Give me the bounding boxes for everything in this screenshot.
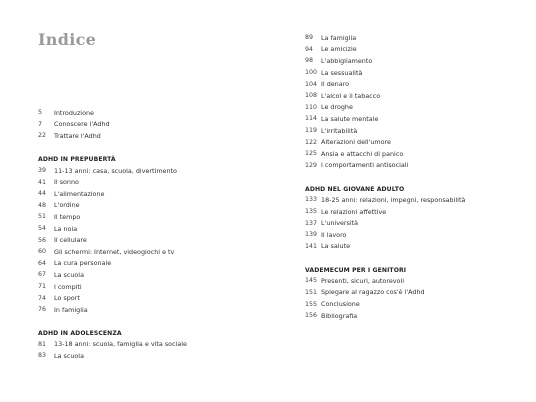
toc-entry-title: Ansia e attacchi di panico — [321, 149, 404, 158]
toc-entry-title: Il sonno — [54, 178, 79, 187]
toc-entry-title: L'alcol e il tabacco — [321, 91, 381, 100]
toc-entry — [38, 165, 268, 177]
toc-page-number: 133 — [305, 196, 318, 204]
toc-page-number: 51 — [38, 213, 47, 221]
toc-page-number: 60 — [38, 248, 47, 256]
toc-page-number: 54 — [38, 225, 47, 233]
toc-page-number: 155 — [305, 300, 318, 308]
toc-page-number: 114 — [305, 115, 318, 123]
toc-entry-title: La cura personale — [54, 259, 112, 268]
toc-entry-title: La salute mentale — [321, 114, 379, 123]
toc-page-number: 41 — [38, 178, 47, 186]
toc-page-number: 48 — [38, 201, 47, 209]
toc-page-number: 145 — [305, 277, 318, 285]
toc-entry-title: I compiti — [54, 282, 82, 291]
toc-entry-title: Il denaro — [321, 80, 350, 89]
toc-entry-title: L'irritabilità — [321, 126, 358, 135]
toc-page-number: 83 — [38, 352, 47, 360]
toc-entry — [305, 102, 525, 114]
toc-entry-title: La famiglia — [321, 33, 357, 42]
toc-entry — [38, 130, 268, 142]
toc-entry-title: 13-18 anni: scuola, famiglia e vita sociale — [54, 340, 187, 349]
toc-entry — [305, 44, 525, 56]
toc-entry — [305, 287, 525, 299]
toc-entry — [305, 78, 525, 90]
toc-page-number: 110 — [305, 103, 318, 111]
toc-entry — [38, 223, 268, 235]
toc-entry-title: Le amicizie — [321, 45, 357, 54]
toc-page-number: 125 — [305, 150, 318, 158]
toc-page-number: 141 — [305, 242, 318, 250]
section-heading: VADEMECUM PER I GENITORI — [305, 266, 407, 274]
toc-entry-title: L'università — [321, 219, 359, 228]
toc-entry-title: Il lavoro — [321, 230, 347, 239]
section-spacer — [38, 142, 268, 152]
toc-entry-title: Le relazioni affettive — [321, 207, 387, 216]
toc-entry-title: Trattare l'Adhd — [54, 131, 101, 140]
toc-entry-title: La salute — [321, 242, 351, 251]
toc-entry — [38, 107, 268, 119]
toc-entry — [305, 148, 525, 160]
toc-page-number: 64 — [38, 259, 47, 267]
toc-page-number: 129 — [305, 161, 318, 169]
toc-entry-title: 18-25 anni: relazioni, impegni, responsabilità — [321, 195, 466, 204]
toc-entry-title: La sessualità — [321, 68, 363, 77]
toc-entry-title: L'abbigliamento — [321, 56, 373, 65]
toc-entry — [38, 350, 268, 362]
toc-entry-title: L'alimentazione — [54, 189, 105, 198]
toc-entry-title: Spiegare al ragazzo cos'è l'Adhd — [321, 288, 425, 297]
toc-page-number: 108 — [305, 92, 318, 100]
toc-page-number: 7 — [38, 120, 43, 128]
toc-entry-title: Lo sport — [54, 294, 80, 303]
toc-entry — [305, 275, 525, 287]
toc-entry — [305, 298, 525, 310]
toc-page-number: 76 — [38, 306, 47, 314]
toc-entry — [305, 32, 525, 44]
toc-entry — [305, 160, 525, 172]
toc-left-column — [38, 107, 268, 362]
toc-page-number: 119 — [305, 127, 318, 135]
toc-entry-title: Conoscere l'Adhd — [54, 120, 110, 129]
section-heading: ADHD IN PREPUBERTÀ — [38, 156, 116, 164]
toc-page-number: 139 — [305, 231, 318, 239]
toc-entry-title: In famiglia — [54, 305, 88, 314]
toc-entry — [38, 304, 268, 316]
toc-right-column — [305, 32, 525, 321]
toc-entry-title: Il tempo — [54, 212, 81, 221]
section-heading: ADHD NEL GIOVANE ADULTO — [305, 185, 405, 193]
toc-page-number: 135 — [305, 208, 318, 216]
toc-entry-title: La scuola — [54, 351, 85, 360]
toc-entry — [38, 119, 268, 131]
toc-page-number: 74 — [38, 294, 47, 302]
toc-entry-title: La scuola — [54, 270, 85, 279]
toc-entry — [38, 339, 268, 351]
toc-entry — [38, 269, 268, 281]
toc-page-number: 98 — [305, 57, 314, 65]
toc-page-number: 81 — [38, 340, 47, 348]
toc-entry-title: Le droghe — [321, 103, 353, 112]
toc-page-number: 56 — [38, 236, 47, 244]
toc-entry — [38, 292, 268, 304]
toc-entry — [38, 211, 268, 223]
toc-page-number: 94 — [305, 45, 314, 53]
toc-entry — [38, 258, 268, 270]
toc-entry — [38, 200, 268, 212]
toc-entry-title: Presenti, sicuri, autorevoli — [321, 276, 404, 285]
toc-page-number: 71 — [38, 283, 47, 291]
page-title: Indice — [38, 30, 97, 49]
toc-entry — [305, 55, 525, 67]
toc-page-number: 122 — [305, 138, 318, 146]
toc-entry-title: Conclusione — [321, 300, 360, 309]
toc-entry — [38, 176, 268, 188]
toc-page-number: 5 — [38, 109, 43, 117]
toc-page-number: 67 — [38, 271, 47, 279]
toc-entry — [38, 234, 268, 246]
toc-page-number: 44 — [38, 190, 47, 198]
toc-entry — [305, 310, 525, 322]
toc-entry-title: Gli schermi: Internet, videogiochi e tv — [54, 247, 175, 256]
toc-page-number: 104 — [305, 80, 318, 88]
toc-page-number: 137 — [305, 219, 318, 227]
toc-entry — [305, 206, 525, 218]
toc-entry — [38, 246, 268, 258]
toc-entry — [305, 125, 525, 137]
section-spacer — [305, 171, 525, 181]
toc-entry-title: 11-13 anni: casa, scuola, divertimento — [54, 166, 177, 175]
toc-entry — [305, 90, 525, 102]
section-spacer — [38, 316, 268, 326]
toc-entry — [305, 194, 525, 206]
section-heading: ADHD IN ADOLESCENZA — [38, 330, 122, 337]
toc-entry — [305, 136, 525, 148]
toc-entry — [38, 188, 268, 200]
toc-entry — [38, 281, 268, 293]
toc-page-number: 151 — [305, 288, 318, 296]
toc-entry-title: I comportamenti antisociali — [321, 161, 409, 170]
toc-entry-title: Il cellulare — [54, 236, 87, 245]
toc-entry-title: La noia — [54, 224, 78, 233]
toc-entry-title: Bibliografia — [321, 311, 358, 320]
toc-entry — [305, 113, 525, 125]
toc-page-number: 156 — [305, 312, 318, 320]
toc-page-number: 89 — [305, 34, 314, 42]
toc-entry — [305, 229, 525, 241]
toc-entry-title: Alterazioni dell'umore — [321, 138, 391, 147]
toc-entry — [305, 241, 525, 253]
toc-entry-title: Introduzione — [54, 108, 94, 117]
toc-entry — [305, 67, 525, 79]
toc-page-number: 100 — [305, 69, 318, 77]
toc-page-number: 39 — [38, 167, 47, 175]
toc-entry-title: L'ordine — [54, 201, 80, 210]
toc-page-number: 22 — [38, 132, 47, 140]
toc-entry — [305, 217, 525, 229]
section-spacer — [305, 252, 525, 262]
